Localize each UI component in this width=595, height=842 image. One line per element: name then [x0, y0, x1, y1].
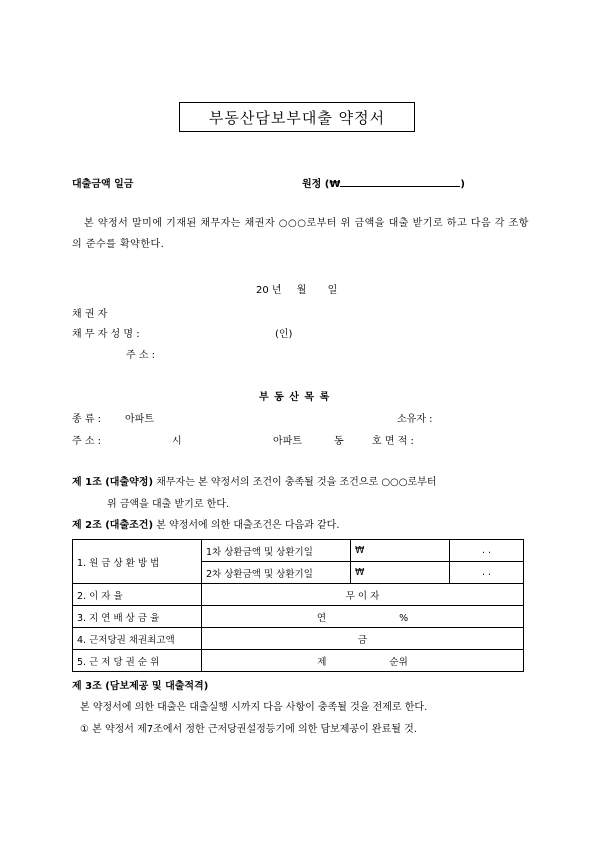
- table-row: [73, 628, 524, 650]
- article-1-title: 제 1조 (대출약정): [72, 477, 154, 488]
- article-1-text-cont: 위 금액을 대출 받기로 한다.: [107, 499, 230, 510]
- first-repayment-label: 1차 상환금액 및 상환기일: [202, 540, 351, 562]
- rank-prefix: 제: [317, 656, 327, 668]
- owner-label: 소유자 :: [397, 414, 433, 425]
- loan-amount-label: 대출금액 일금: [72, 179, 134, 190]
- property-type-label: 종 류 :: [72, 414, 102, 425]
- table-row: [73, 650, 524, 672]
- loan-conditions-table: [72, 539, 524, 672]
- intro-paragraph: 본 약정서 말미에 기재된 채무자는 채권자 ○○○로부터 위 금액을 대출 받기로 하고 다음 각 조항의 준수를 확약한다.: [72, 218, 529, 250]
- rank-suffix: 순위: [389, 656, 408, 668]
- table-row: [73, 584, 524, 606]
- contract-date: [256, 281, 337, 296]
- seal-mark: (인): [275, 329, 293, 340]
- property-type-value: 아파트: [125, 414, 154, 425]
- won-close: ): [460, 179, 465, 190]
- repayment-method-label: 1. 원 금 상 환 방 법: [73, 540, 202, 584]
- max-claim-label: 4. 근저당권 채권최고액: [73, 628, 202, 650]
- creditor-label: 채 권 자: [72, 309, 108, 320]
- first-repayment-date: . .: [450, 540, 524, 562]
- loan-amount-won: [302, 175, 465, 190]
- article-1: [72, 473, 437, 488]
- amount-blank: [340, 176, 460, 187]
- date-year: 20 년: [256, 285, 282, 296]
- interest-rate-label: 2. 이 자 율: [73, 584, 202, 606]
- late-rate-value: [202, 606, 524, 628]
- mortgage-rank-label: 5. 근 저 당 권 순 위: [73, 650, 202, 672]
- mortgage-rank-value: [202, 650, 524, 672]
- second-repayment-label: 2차 상환금액 및 상환기일: [202, 562, 351, 584]
- article-2: [72, 516, 340, 531]
- table-row: [73, 540, 524, 562]
- property-city: 시: [172, 436, 182, 447]
- debtor-address-label: 주 소 :: [126, 350, 156, 361]
- second-repayment-date: . .: [450, 562, 524, 584]
- article-2-title: 제 2조 (대출조건): [72, 520, 154, 531]
- max-claim-value: 금: [202, 628, 524, 650]
- document-title: [179, 102, 415, 132]
- property-address-label: 주 소 :: [72, 436, 102, 447]
- article-3-text: 본 약정서에 의한 대출은 대출실행 시까지 다음 사항이 충족될 것을 전제로 한다.: [80, 702, 428, 713]
- article-1-text: 채무자는 본 약정서의 조건이 충족될 것을 조건으로 ○○○로부터: [156, 477, 437, 488]
- property-apt: 아파트: [273, 436, 302, 447]
- date-day: 일: [327, 285, 338, 296]
- article-2-text: 본 약정서에 의한 대출조건은 다음과 같다.: [156, 520, 340, 531]
- second-repayment-amount: ₩: [351, 562, 450, 584]
- late-rate-year: 연: [316, 612, 327, 624]
- interest-rate-value: 무 이 자: [202, 584, 524, 606]
- date-month: 월: [296, 285, 307, 296]
- article-3-item-1: ① 본 약정서 제7조에서 정한 근저당권설정등기에 의한 담보제공이 완료될 것.: [80, 724, 417, 735]
- property-heading: 부 동 산 목 록: [259, 392, 331, 403]
- article-3-title: 제 3조 (담보제공 및 대출적격): [72, 681, 209, 692]
- title-text: 부동산담보부대출 약정서: [208, 108, 386, 127]
- table-row: [73, 606, 524, 628]
- property-dong: 동: [334, 436, 344, 447]
- debtor-name-label: 채 무 자 성 명 :: [72, 329, 140, 340]
- late-rate-percent: %: [399, 612, 409, 624]
- property-unit-area: 호 면 적 :: [372, 436, 414, 447]
- late-rate-label: 3. 지 연 배 상 금 율: [73, 606, 202, 628]
- won-label: 원정 (₩: [302, 179, 341, 190]
- first-repayment-amount: ₩: [351, 540, 450, 562]
